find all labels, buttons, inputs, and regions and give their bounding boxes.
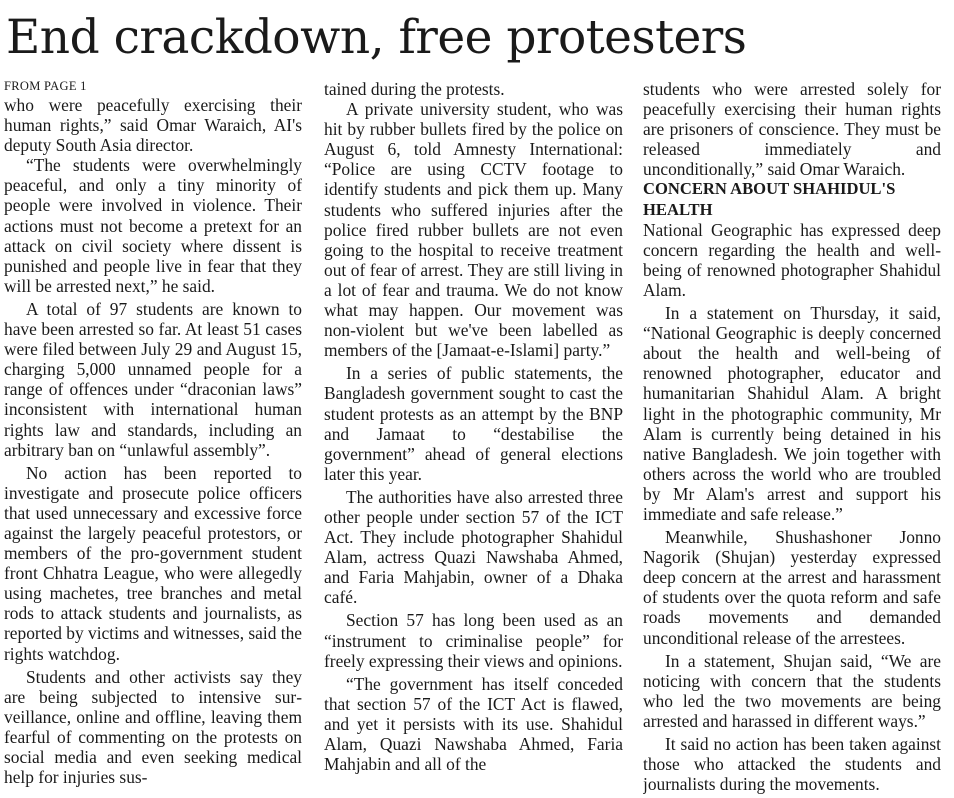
headline: End crackdown, free protesters — [6, 10, 747, 65]
paragraph: In a statement on Thursday, it said, “National Geographic is deeply concerned about the health and well-being of renowned photographer, educator and humanitarian Shahidul Alam. A bright light in the photographic community, Mr Alam is currently being detained in his native Bangladesh. We join together with others across the world who are troubled by Mr Alam's arrest and support his immediate and safe release.” — [643, 303, 941, 524]
from-page-label: FROM PAGE 1 — [4, 79, 87, 93]
paragraph: A private university student, who was hit by rubber bullets fired by the police on August 6, told Amnesty International: “Police are using CCTV footage to identify students and pick them up. Many students who suffered injuries after the police fired rubber bullets are not even going to the hospital to receive treatment out of fear of arrest. They are still living in a lot of fear and trauma. We do not know what may happen. Our movement was non-violent but we've been labelled as members of the [Jamaat-e-Islami] party.” — [324, 99, 623, 361]
paragraph: It said no action has been taken against those who attacked the students and journalists during the movements. — [643, 734, 941, 795]
article-column-3 — [643, 79, 941, 798]
paragraph: No action has been reported to investigate and prosecute police officers that used unnecessary and excessive force against the largely peaceful protestors, or members of the pro-government student front Chhatra League, who were allegedly using machetes, tree branches and metal rods to attack students and journalists, as reported by victims and witnesses, said the rights watchdog. — [4, 462, 302, 664]
paragraph: “The students were overwhelmingly peaceful, and only a tiny minority of people were involved in violence. Their actions must not become a pretext for an attack on civil society where dissent is punished and people live in fear that they will be arrested next,” he said. — [4, 155, 302, 296]
paragraph: A total of 97 students are known to have been arrested so far. At least 51 cases were filed between July 29 and August 15, charging 5,000 unnamed people for a range of offences under “draconian laws” inconsistent with international human rights law and standards, including an arbitrary ban on “unlawful assembly”. — [4, 298, 302, 460]
article-column-1 — [4, 79, 302, 798]
paragraph: “The government has itself conceded that section 57 of the ICT Act is flawed, and yet it persists with its use. Shahidul Alam, Quazi Nawshaba Ahmed, Faria Mahjabin and all of the — [324, 673, 623, 775]
subheading: CONCERN ABOUT SHAHIDUL'S HEALTH — [643, 179, 896, 219]
article-column-2 — [324, 79, 623, 798]
paragraph: who were peacefully exercising their human rights,” said Omar Waraich, AI's deputy South Asia director. — [4, 95, 302, 156]
paragraph: National Geographic has expressed deep concern regarding the health and well-being of renowned photographer Shahidul Alam. — [643, 219, 941, 300]
paragraph: Section 57 has long been used as an “instrument to criminalise people” for freely expressing their views and opinions. — [324, 610, 623, 671]
paragraph: tained during the protests. — [324, 79, 505, 99]
paragraph: In a series of public statements, the Bangladesh government sought to cast the student protests as an attempt by the BNP and Jamaat to “destabilise the government” ahead of general elections later this year. — [324, 363, 623, 484]
paragraph: Meanwhile, Shushashoner Jonno Nagorik (Shujan) yesterday expressed deep concern at the arrest and harassment of students over the quota reform and safe roads movements and demanded unconditional release of the arrestees. — [643, 527, 941, 648]
paragraph: In a statement, Shujan said, “We are noticing with concern that the students who led the two movements are being arrested and harassed in different ways.” — [643, 650, 941, 731]
paragraph: students who were arrested solely for peacefully exercising their human rights are prisoners of conscience. They must be released immediately and unconditionally,” said Omar Waraich. — [643, 79, 941, 180]
paragraph: Students and other activists say they are being subjected to intensive surveillance, online and offline, leaving them fearful of commenting on the protests on social media and even seeking medical help for injuries sus- — [4, 666, 302, 788]
paragraph: The authorities have also arrested three other people under section 57 of the ICT Act. They include photographer Shahidul Alam, actress Quazi Nawshaba Ahmed, and Faria Mahjabin, owner of a Dhaka café. — [324, 486, 623, 608]
